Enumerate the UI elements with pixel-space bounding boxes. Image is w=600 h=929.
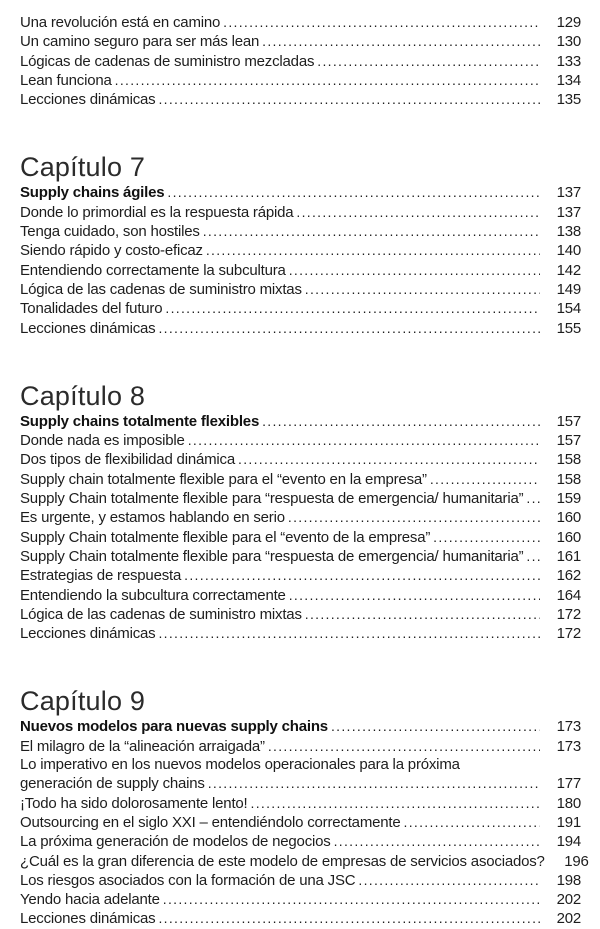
toc-entry [20, 852, 589, 871]
toc-entry [20, 737, 581, 756]
toc-entry-title: Donde nada es imposible [20, 432, 185, 450]
toc-entry-title: Supply chains ágiles [20, 184, 165, 202]
toc-entry-page: 158 [556, 451, 581, 469]
toc-entry-title: Un camino seguro para ser más lean [20, 33, 260, 51]
toc-entry-page: 138 [556, 223, 581, 241]
dot-leader [223, 13, 540, 32]
toc-entry [20, 717, 581, 736]
toc-entry-title: generación de supply chains [20, 775, 205, 793]
toc-entry-page: 135 [556, 91, 581, 109]
toc-entry-title: Siendo rápido y costo-eficaz [20, 242, 203, 260]
toc-entry-title: Dos tipos de flexibilidad dinámica [20, 451, 235, 469]
toc-entry [20, 774, 581, 793]
dot-leader [184, 566, 540, 585]
toc-entry-page: 133 [556, 52, 581, 70]
toc-entry-page: 202 [556, 910, 581, 928]
dot-leader [526, 489, 540, 508]
toc-entry-page: 130 [556, 33, 581, 51]
toc-entry [20, 489, 581, 508]
toc-entry-page: 194 [556, 833, 581, 851]
toc-entry-page: 137 [556, 203, 581, 221]
toc-entry-title: Lecciones dinámicas [20, 625, 156, 643]
dot-leader [158, 319, 540, 338]
toc-entry [20, 319, 581, 338]
toc-entry [20, 832, 581, 851]
toc-entry-page: 202 [556, 891, 581, 909]
toc-entry [20, 890, 581, 909]
toc-entry-page: 158 [556, 470, 581, 488]
toc-entry-page: 180 [556, 794, 581, 812]
dot-leader [251, 794, 540, 813]
toc-entry-title: Lo imperativo en los nuevos modelos operacionales para la próxima [20, 756, 460, 774]
toc-entry-page: 164 [556, 586, 581, 604]
toc-entry [20, 13, 581, 32]
toc-entry [20, 90, 581, 109]
toc-entry-title: Lecciones dinámicas [20, 91, 156, 109]
toc-entry-title: Estrategias de respuesta [20, 567, 182, 585]
toc-entry [20, 470, 581, 489]
toc-entry-title: La próxima generación de modelos de negocios [20, 833, 331, 851]
toc-entry [20, 71, 581, 90]
dot-leader [433, 528, 540, 547]
toc-entry-page: 172 [556, 605, 581, 623]
toc-entry-page: 177 [556, 775, 581, 793]
toc-entry-title: Entendiendo correctamente la subcultura [20, 261, 286, 279]
toc-entry-title: Tenga cuidado, son hostiles [20, 223, 200, 241]
toc-entry-page: 173 [556, 737, 581, 755]
toc-entry [20, 241, 581, 260]
toc-entry [20, 280, 581, 299]
toc-entry-page: 196 [564, 852, 589, 870]
toc-entry [20, 528, 581, 547]
toc-entry-page: 173 [556, 718, 581, 736]
dot-leader [331, 717, 540, 736]
toc-entry-title: Lecciones dinámicas [20, 319, 156, 337]
dot-leader [305, 280, 540, 299]
chapter-section [20, 382, 581, 644]
dot-leader [268, 737, 540, 756]
dot-leader [158, 90, 540, 109]
toc-entry-page: 191 [556, 813, 581, 831]
toc-entry [20, 203, 581, 222]
toc-entry-page: 140 [556, 242, 581, 260]
dot-leader [167, 183, 540, 202]
toc-entry-page: 137 [556, 184, 581, 202]
toc-entry-title: Outsourcing en el siglo XXI – entendiéndolo correctamente [20, 813, 401, 831]
dot-leader [358, 871, 540, 890]
toc-entry-page: 172 [556, 625, 581, 643]
dot-leader [334, 832, 540, 851]
toc-entry [20, 624, 581, 643]
toc-entry-title: Donde lo primordial es la respuesta rápida [20, 203, 294, 221]
toc-entry [20, 222, 581, 241]
dot-leader [296, 203, 540, 222]
dot-leader [289, 586, 540, 605]
chapter-section [20, 686, 589, 928]
toc-entry [20, 508, 581, 527]
toc-entry-title: Lógica de las cadenas de suministro mixtas [20, 605, 302, 623]
toc-entry-title: Lógica de las cadenas de suministro mixtas [20, 280, 302, 298]
toc-entry-title: Tonalidades del futuro [20, 300, 163, 318]
toc-entry-title: Supply chains totalmente flexibles [20, 412, 260, 430]
toc-entry [20, 450, 581, 469]
dot-leader [115, 71, 540, 90]
dot-leader [526, 547, 540, 566]
dot-leader [163, 890, 540, 909]
dot-leader [158, 624, 540, 643]
toc-entry-title: Nuevos modelos para nuevas supply chains [20, 718, 328, 736]
toc-entry [20, 412, 581, 431]
toc-entry-title: El milagro de la “alineación arraigada” [20, 737, 265, 755]
toc-entry-page: 198 [556, 871, 581, 889]
toc-entry [20, 261, 581, 280]
toc-entry [20, 871, 581, 890]
toc-entry-page: 134 [556, 71, 581, 89]
toc-entry-page: 157 [556, 432, 581, 450]
toc-entry [20, 605, 581, 624]
dot-leader [262, 32, 540, 51]
toc-entry-title: Supply Chain totalmente flexible para “respuesta de emergencia/ humanitaria” [20, 490, 524, 508]
dot-leader [430, 470, 540, 489]
chapter-section [20, 13, 581, 109]
toc-entry-title: Lecciones dinámicas [20, 910, 156, 928]
toc-entry-page: 149 [556, 280, 581, 298]
chapter-heading: Capítulo 9 [20, 686, 146, 717]
chapter-section [20, 153, 581, 337]
toc-entry-title: Es urgente, y estamos hablando en serio [20, 509, 285, 527]
toc-entry [20, 794, 581, 813]
chapter-heading: Capítulo 8 [20, 380, 146, 411]
toc-entry-title: Supply chain totalmente flexible para el “evento en la empresa” [20, 470, 427, 488]
dot-leader [206, 241, 540, 260]
toc-entry-page: 161 [556, 547, 581, 565]
toc-entry [20, 299, 581, 318]
toc-entry-title: Yendo hacia adelante [20, 891, 160, 909]
toc-entry-page: 160 [556, 509, 581, 527]
toc-entry-page: 142 [556, 261, 581, 279]
dot-leader [288, 508, 540, 527]
toc-entry-title: Entendiendo la subcultura correctamente [20, 586, 286, 604]
toc-entry [20, 431, 581, 450]
toc-entry-title: ¿Cuál es la gran diferencia de este modelo de empresas de servicios asociados? [20, 852, 545, 870]
dot-leader [289, 261, 540, 280]
toc-entry [20, 756, 581, 774]
toc-entry-title: Los riesgos asociados con la formación de una JSC [20, 871, 356, 889]
toc-entry-title: Lógicas de cadenas de suministro mezcladas [20, 52, 315, 70]
toc-entry-page: 154 [556, 300, 581, 318]
toc-entry-page: 159 [556, 490, 581, 508]
toc-entry-page: 160 [556, 528, 581, 546]
toc-entry-page: 162 [556, 567, 581, 585]
toc-entry [20, 566, 581, 585]
dot-leader [317, 52, 540, 71]
toc-entry-title: Supply Chain totalmente flexible para “respuesta de emergencia/ humanitaria” [20, 547, 524, 565]
toc-entry [20, 32, 581, 51]
dot-leader [305, 605, 540, 624]
toc-entry-page: 157 [556, 412, 581, 430]
toc-entry [20, 547, 581, 566]
chapter-heading: Capítulo 7 [20, 152, 146, 183]
toc-entry-title: Una revolución está en camino [20, 14, 221, 31]
dot-leader [165, 299, 540, 318]
toc-entry-page: 129 [556, 14, 581, 31]
toc-entry [20, 909, 581, 928]
dot-leader [238, 450, 540, 469]
toc-entry [20, 813, 581, 832]
toc-entry [20, 586, 581, 605]
dot-leader [262, 412, 540, 431]
toc-entry-title: ¡Todo ha sido dolorosamente lento! [20, 794, 248, 812]
dot-leader [404, 813, 540, 832]
dot-leader [203, 222, 540, 241]
dot-leader [208, 774, 540, 793]
dot-leader [188, 431, 540, 450]
toc-entry-title: Lean funciona [20, 71, 112, 89]
toc-entry-title: Supply Chain totalmente flexible para el “evento de la empresa” [20, 528, 431, 546]
dot-leader [158, 909, 540, 928]
toc-entry [20, 183, 581, 202]
toc-entry [20, 52, 581, 71]
toc-entry-page: 155 [556, 319, 581, 337]
